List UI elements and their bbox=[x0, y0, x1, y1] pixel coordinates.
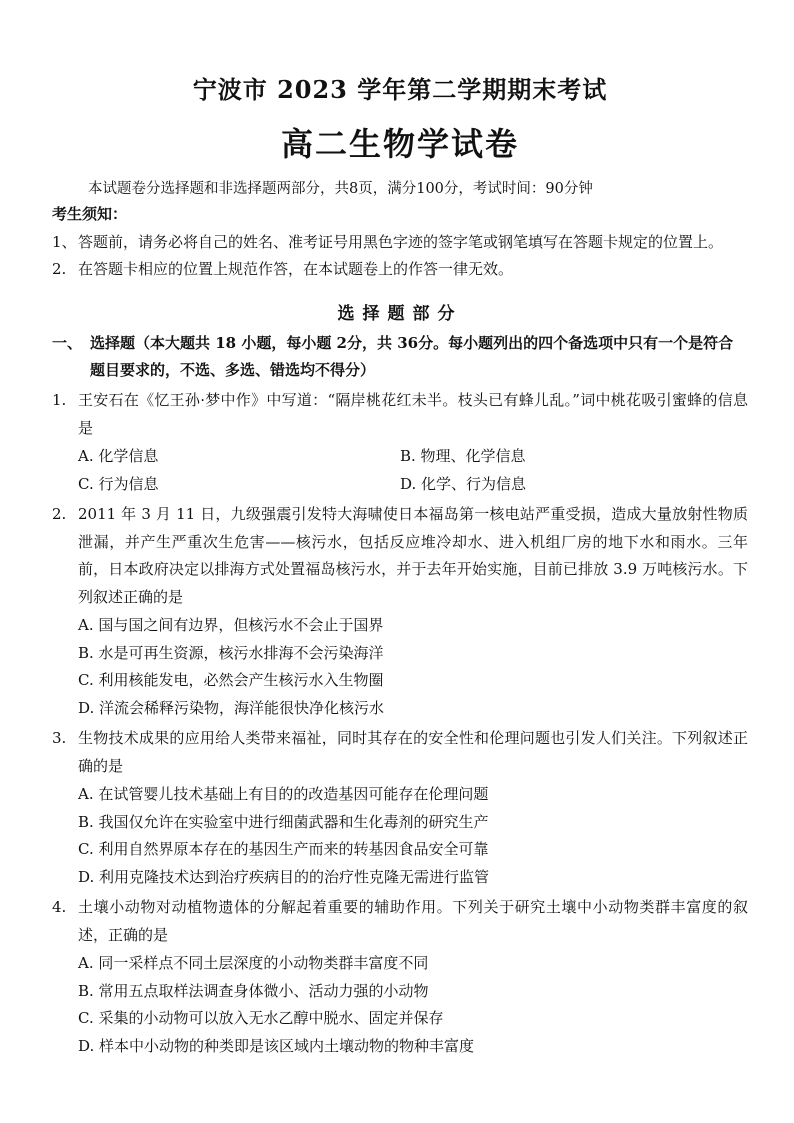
option-a: A. 国与国之间有边界，但核污水不会止于国界 bbox=[78, 616, 384, 634]
option-b: B. 水是可再生资源，核污水排海不会污染海洋 bbox=[78, 643, 384, 662]
exam-intro: 本试题卷分选择题和非选择题两部分，共8页，满分100分，考试时间：90分钟 bbox=[88, 181, 593, 197]
question-number: 1. bbox=[52, 391, 67, 409]
question-4 bbox=[52, 894, 748, 1060]
candidate-notice bbox=[52, 203, 748, 283]
option-d: D. 样本中小动物的种类即是该区域内土壤动物的物种丰富度 bbox=[78, 1036, 475, 1055]
option-c: C. 行为信息 bbox=[78, 474, 159, 493]
part-instructions: 选择题（本大题共 18 小题，每小题 2分，共 36分。每小题列出的四个备选项中只有一个是符合题目要求的，不选、多选、错选均不得分） bbox=[90, 334, 734, 379]
part-number: 一、 bbox=[52, 334, 83, 352]
notice-item-text: 在答题卡相应的位置上规范作答，在本试题卷上的作答一律无效。 bbox=[78, 260, 514, 278]
question-number: 3. bbox=[52, 729, 67, 747]
option-list bbox=[78, 950, 748, 1060]
paper-title: 高二生物学试卷 bbox=[280, 125, 519, 163]
notice-item bbox=[52, 229, 748, 256]
question-number: 2. bbox=[52, 505, 67, 523]
option-a: A. 在试管婴儿技术基础上有目的的改造基因可能存在伦理问题 bbox=[78, 785, 489, 803]
option-c: C. 利用核能发电，必然会产生核污水入生物圈 bbox=[78, 671, 384, 689]
option-b: B. 常用五点取样法调查身体微小、活动力强的小动物 bbox=[78, 981, 429, 1000]
notice-item-number: 2. bbox=[52, 260, 67, 278]
option-b: B. 物理、化学信息 bbox=[400, 447, 526, 465]
question-1 bbox=[52, 387, 748, 498]
option-a: A. 同一采样点不同土层深度的小动物类群丰富度不同 bbox=[78, 954, 429, 972]
option-c: C. 利用自然界原本存在的基因生产而来的转基因食品安全可靠 bbox=[78, 840, 489, 858]
option-list bbox=[78, 443, 748, 498]
option-d: D. 利用克隆技术达到治疗疾病目的的治疗性克隆无需进行监管 bbox=[78, 867, 490, 886]
question-number: 4. bbox=[52, 898, 67, 916]
notice-title: 考生须知： bbox=[52, 205, 128, 223]
option-c: C. 采集的小动物可以放入无水乙醇中脱水、固定并保存 bbox=[78, 1009, 444, 1027]
question-stem: 王安石在《忆王孙·梦中作》中写道：“隔岸桃花红未半。枝头已有蜂儿乱。”词中桃花吸引蜜蜂的信息是 bbox=[78, 391, 748, 437]
question-stem: 土壤小动物对动植物遗体的分解起着重要的辅助作用。下列关于研究土壤中小动物类群丰富度的叙述，正确的是 bbox=[78, 898, 748, 944]
option-list bbox=[78, 612, 748, 722]
question-2 bbox=[52, 501, 748, 722]
notice-item-text: 答题前，请务必将自己的姓名、准考证号用黑色字迹的签字笔或钢笔填写在答题卡规定的位置上。 bbox=[78, 233, 724, 251]
notice-item bbox=[52, 256, 748, 283]
question-stem: 生物技术成果的应用给人类带来福祉，同时其存在的安全性和伦理问题也引发人们关注。下列叙述正确的是 bbox=[78, 729, 748, 775]
question-3 bbox=[52, 725, 748, 891]
option-b: B. 我国仅允许在实验室中进行细菌武器和生化毒剂的研究生产 bbox=[78, 812, 489, 831]
option-a: A. 化学信息 bbox=[78, 447, 159, 465]
question-stem: 2011 年 3 月 11 日，九级强震引发特大海啸使日本福岛第一核电站严重受损，造成大量放射性物质泄漏，并产生严重次生危害——核污水，包括反应堆冷却水、进入机组厂房的地下水和雨水。三年前，日本政府决定以排海方式处置福岛核污水，并于去年开始实施，目前已排放 3.9 万吨核污水。下列叙述正确的是 bbox=[78, 505, 748, 606]
option-d: D. 化学、行为信息 bbox=[400, 474, 527, 493]
part-title bbox=[52, 330, 748, 384]
option-list bbox=[78, 781, 748, 891]
notice-item-number: 1、 bbox=[52, 233, 77, 251]
option-d: D. 洋流会稀释污染物，海洋能很快净化核污水 bbox=[78, 698, 385, 717]
section-title: 选择题部分 bbox=[337, 304, 463, 324]
exam-title: 宁波市 2023 学年第二学期期末考试 bbox=[192, 75, 608, 104]
